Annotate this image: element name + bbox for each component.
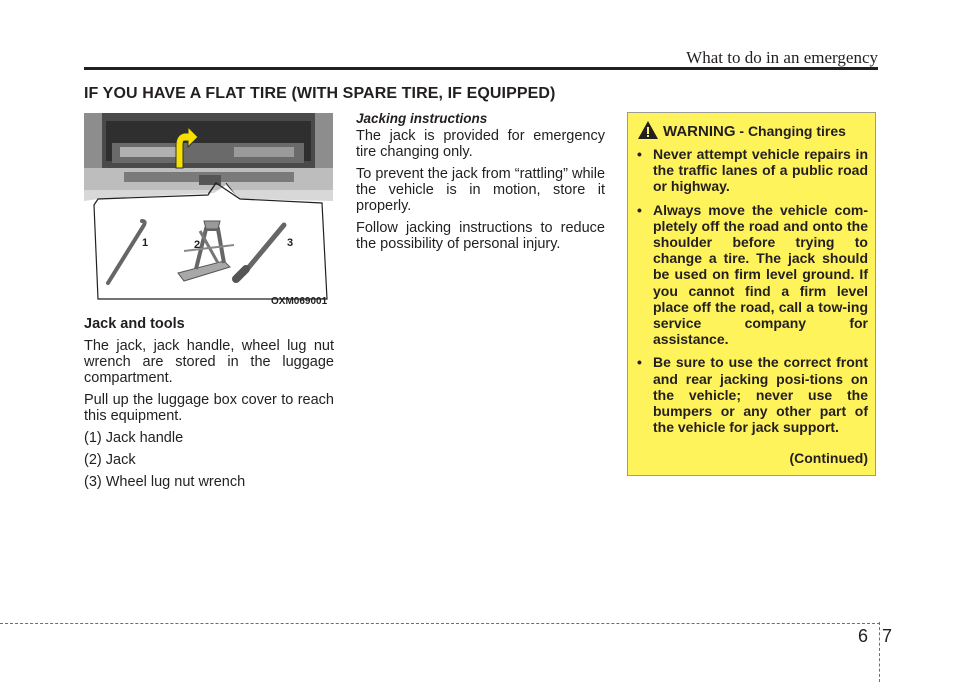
callout-2: 2 [194, 239, 201, 251]
column-jacking-instructions [356, 111, 605, 258]
paragraph: Pull up the luggage box cover to reach this equipment. [84, 392, 334, 424]
header-rule [84, 67, 878, 70]
trunk-illustration [84, 113, 333, 312]
continued-label: (Continued) [789, 450, 868, 466]
list-item: (1) Jack handle [84, 430, 184, 446]
callout-3: 3 [287, 237, 294, 249]
figure-jack-tools [84, 113, 333, 312]
warning-bullet: • Always move the vehicle com-pletely off the road and onto the shoulder before trying to change a tire. The jack should be used on firm level ground. If you cannot find a firm level place off the road, call a tow-ing service company for assistance. [637, 202, 868, 348]
paragraph: The jack is provided for emergency tire changing only. [356, 128, 605, 160]
list-item: (3) Wheel lug nut wrench [84, 474, 246, 490]
page-number: 7 [882, 626, 893, 646]
warning-title [637, 123, 872, 141]
footer-divider [879, 622, 880, 682]
paragraph: The jack, jack handle, wheel lug nut wrench are stored in the luggage compartment. [84, 338, 334, 386]
chapter-number: 6 [858, 626, 869, 646]
warning-bullet: • Never attempt vehicle repairs in the traffic lanes of a public road or highway. [637, 146, 868, 195]
warning-bullet: • Be sure to use the correct front and rear jacking posi-tions on the vehicle; never use the bumpers or any other part of the vehicle for jack support. [637, 354, 868, 435]
column-jack-tools [84, 316, 334, 496]
callout-1: 1 [142, 237, 149, 249]
page-title: IF YOU HAVE A FLAT TIRE (WITH SPARE TIRE, IF EQUIPPED) [84, 85, 556, 102]
figure-code: OXM069001 [271, 296, 328, 307]
warning-list [637, 146, 868, 435]
paragraph: Follow jacking instructions to reduce the possibility of personal injury. [356, 220, 605, 252]
list-item: (2) Jack [84, 452, 136, 468]
subheading-jacking-instructions: Jacking instructions [356, 111, 488, 126]
footer-rule [0, 623, 880, 624]
warning-topic: - Changing tires [735, 123, 846, 139]
running-header: What to do in an emergency [686, 48, 878, 67]
warning-label: WARNING [663, 123, 736, 140]
subheading-jack-tools: Jack and tools [84, 316, 185, 332]
paragraph: To prevent the jack from “rattling” while the vehicle is in motion, store it properly. [356, 166, 606, 214]
